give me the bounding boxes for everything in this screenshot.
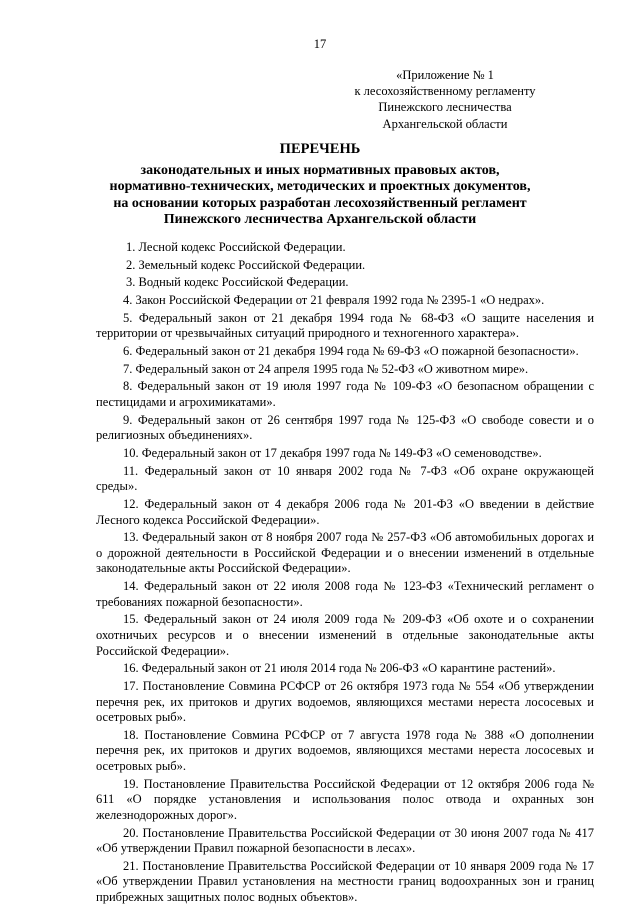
list-item bbox=[96, 530, 594, 577]
page-number: 17 bbox=[313, 37, 327, 51]
list-item-number: 17. bbox=[123, 678, 139, 693]
list-item-text: Закон Российской Федерации от 21 февраля 1992 года № 2395-1 «О недрах». bbox=[135, 293, 545, 308]
list-item bbox=[96, 344, 594, 360]
list-item bbox=[96, 258, 594, 274]
document-title: ПЕРЕЧЕНЬ bbox=[279, 141, 361, 157]
subtitle-line: Пинежского лесничества Архангельской области bbox=[163, 212, 477, 228]
list-item bbox=[96, 293, 594, 309]
appendix-line: «Приложение № 1 bbox=[396, 68, 494, 82]
list-item bbox=[96, 859, 594, 906]
list-item-number: 5. bbox=[123, 310, 133, 325]
list-item bbox=[96, 275, 594, 291]
list-item-text: Федеральный закон от 19 июля 1997 года № 109-ФЗ «О безопасном обращении с пестицидами и агрохимикатами». bbox=[96, 379, 594, 409]
list-item-number: 20. bbox=[123, 825, 139, 840]
list-item bbox=[96, 679, 594, 726]
document-subtitle bbox=[80, 163, 560, 229]
list-item-text: Постановление Совмина РСФСР от 26 октября 1973 года № 554 «Об утверждении перечня рек, их притоков и других водоемов, являющихся местами нереста лососевых и осетровых рыб». bbox=[96, 678, 594, 725]
list-item-text: Постановление Правительства Российской Федерации от 12 октября 2006 года № 611 «О порядке установления и использования полос отвода и охранных зон железнодорожных дорог». bbox=[96, 776, 595, 822]
subtitle-line: на основании которых разработан лесохозяйственный регламент bbox=[113, 195, 527, 211]
document-list bbox=[96, 240, 594, 908]
list-item bbox=[96, 612, 594, 659]
list-item-number: 2. bbox=[126, 257, 136, 272]
list-item-number: 15. bbox=[123, 612, 139, 627]
subtitle-line: законодательных и иных нормативных правовых актов, bbox=[140, 163, 500, 178]
list-item-text: Федеральный закон от 17 декабря 1997 года № 149-ФЗ «О семеноводстве». bbox=[141, 445, 542, 460]
list-item bbox=[96, 777, 594, 824]
list-item-text: Лесной кодекс Российской Федерации. bbox=[138, 240, 346, 254]
list-item-number: 16. bbox=[123, 661, 139, 676]
list-item-text: Федеральный закон от 26 сентября 1997 года № 125-ФЗ «О свободе совести и о религиозных объединениях». bbox=[96, 412, 595, 443]
list-item-number: 21. bbox=[123, 858, 139, 873]
appendix-line: Архангельской области bbox=[382, 116, 508, 131]
list-item-number: 8. bbox=[123, 379, 133, 394]
list-item-text: Федеральный закон от 24 апреля 1995 года № 52-ФЗ «О животном мире». bbox=[135, 361, 529, 376]
list-item bbox=[96, 661, 594, 677]
list-item bbox=[96, 728, 594, 775]
list-item-number: 9. bbox=[123, 412, 133, 427]
subtitle-line: нормативно-технических, методических и проектных документов, bbox=[109, 179, 531, 195]
list-item bbox=[96, 497, 594, 528]
appendix-line: к лесохозяйственному регламенту bbox=[354, 84, 536, 99]
list-item-number: 11. bbox=[123, 463, 139, 478]
list-item-text: Федеральный закон от 21 декабря 1994 года № 69-ФЗ «О пожарной безопасности». bbox=[135, 344, 579, 359]
list-item-number: 10. bbox=[123, 445, 139, 460]
list-item bbox=[96, 311, 594, 342]
list-item-text: Постановление Правительства Российской Федерации от 10 января 2009 года № 17 «Об утверждении Правил установления на местности границ водоохранных зон и границ прибрежных защитных полос водных объектов». bbox=[96, 858, 594, 905]
list-item-text: Федеральный закон от 8 ноября 2007 года № 257-ФЗ «Об автомобильных дорогах и о дорожной деятельности в Российской Федерации и о внесении изменений в отдельные законодательные акты Российской Федерации». bbox=[96, 530, 595, 576]
list-item-text: Федеральный закон от 10 января 2002 года № 7-ФЗ «Об охране окружающей среды». bbox=[96, 463, 594, 494]
list-item-text: Постановление Правительства Российской Федерации от 30 июня 2007 года № 417 «Об утверждении Правил пожарной безопасности в лесах». bbox=[96, 825, 595, 856]
list-item bbox=[96, 579, 594, 610]
list-item-number: 3. bbox=[126, 275, 136, 290]
list-item-text: Земельный кодекс Российской Федерации. bbox=[138, 257, 366, 272]
list-item-number: 4. bbox=[123, 293, 133, 308]
list-item-number: 7. bbox=[123, 361, 133, 376]
list-item bbox=[96, 240, 594, 256]
list-item bbox=[96, 379, 594, 410]
list-item bbox=[96, 464, 594, 495]
list-item bbox=[96, 446, 594, 462]
list-item-number: 12. bbox=[123, 496, 139, 511]
list-item-text: Водный кодекс Российской Федерации. bbox=[138, 275, 349, 290]
list-item-text: Федеральный закон от 22 июля 2008 года № 123-ФЗ «Технический регламент о требованиях пожарной безопасности». bbox=[96, 579, 595, 609]
list-item bbox=[96, 826, 594, 857]
list-item-number: 18. bbox=[123, 727, 139, 742]
list-item bbox=[96, 413, 594, 444]
list-item-text: Постановление Совмина РСФСР от 7 августа 1978 года № 388 «О дополнении перечня рек, их притоков и других водоемов, являющихся местами нереста лососевых и осетровых рыб». bbox=[96, 727, 594, 773]
list-item-text: Федеральный закон от 24 июля 2009 года № 209-ФЗ «Об охоте и о сохранении охотничьих ресурсов и о внесении изменений в отдельные законодательные акты Российской Федерации». bbox=[96, 612, 594, 658]
list-item-text: Федеральный закон от 21 июля 2014 года № 206-ФЗ «О карантине растений». bbox=[141, 661, 556, 676]
appendix-line: Пинежского лесничества bbox=[378, 100, 512, 115]
list-item bbox=[96, 362, 594, 378]
list-item-number: 1. bbox=[126, 240, 136, 254]
list-item-number: 6. bbox=[123, 344, 133, 359]
list-item-number: 13. bbox=[123, 530, 139, 545]
list-item-number: 14. bbox=[123, 579, 139, 594]
list-item-number: 19. bbox=[123, 776, 139, 791]
list-item-text: Федеральный закон от 4 декабря 2006 года № 201-ФЗ «О введении в действие Лесного кодекса Российской Федерации». bbox=[96, 496, 595, 527]
list-item-text: Федеральный закон от 21 декабря 1994 года № 68-ФЗ «О защите населения и территории от чрезвычайных ситуаций природного и техногенного характера». bbox=[96, 310, 595, 341]
appendix-note bbox=[320, 67, 570, 132]
